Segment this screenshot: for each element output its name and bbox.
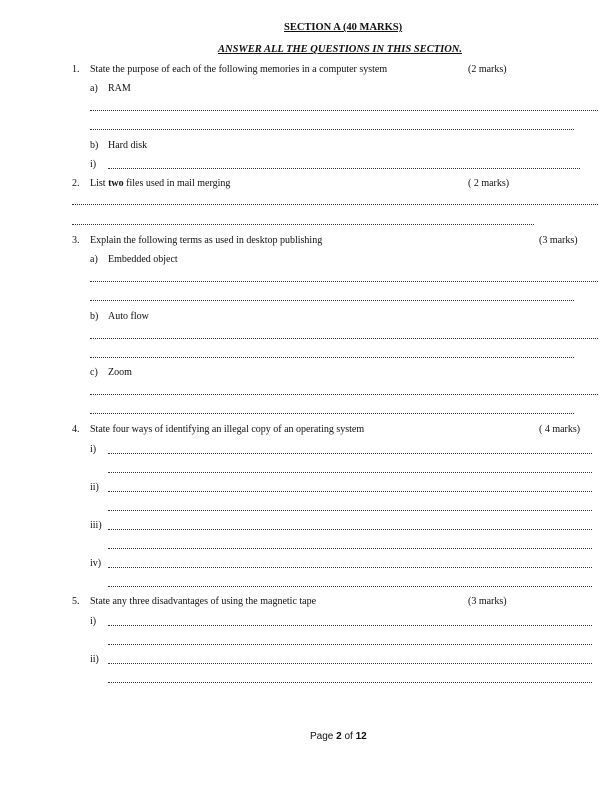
q3-b-label: b) <box>90 311 99 322</box>
q3-c-label: c) <box>90 367 98 378</box>
answer-line <box>108 510 592 511</box>
q3-c-text: Zoom <box>108 367 132 378</box>
q1-marks: (2 marks) <box>468 64 507 75</box>
answer-line <box>108 586 592 587</box>
answer-line <box>108 529 592 530</box>
q4-i-label: i) <box>90 444 97 455</box>
q1-a-text: RAM <box>108 83 131 94</box>
q2-marks: ( 2 marks) <box>468 178 510 189</box>
q1-text: State the purpose of each of the following memories in a computer system <box>90 64 388 75</box>
q4-iv-label: iv) <box>90 558 102 569</box>
answer-line <box>108 682 592 683</box>
answer-line <box>108 548 592 549</box>
q4-marks: ( 4 marks) <box>539 424 581 435</box>
answer-line <box>108 663 592 664</box>
q4-number: 4. <box>72 424 80 435</box>
answer-line <box>90 357 574 358</box>
answer-line <box>72 224 534 225</box>
q3-marks: (3 marks) <box>539 235 578 246</box>
answer-line <box>108 644 592 645</box>
q5-marks: (3 marks) <box>468 596 507 607</box>
answer-line <box>108 453 592 454</box>
q3-a-label: a) <box>90 254 98 265</box>
q4-iii-label: iii) <box>90 520 102 531</box>
answer-line <box>90 129 574 130</box>
answer-line <box>90 338 598 339</box>
q3-b-text: Auto flow <box>108 311 149 322</box>
answer-line <box>90 413 574 414</box>
q1-b-label: b) <box>90 140 99 151</box>
q1-number: 1. <box>72 64 80 75</box>
answer-line <box>72 204 598 205</box>
q3-number: 3. <box>72 235 80 246</box>
q5-number: 5. <box>72 596 80 607</box>
answer-line <box>108 168 580 169</box>
q5-text: State any three disadvantages of using the magnetic tape <box>90 596 317 607</box>
q5-i-label: i) <box>90 616 97 627</box>
q4-ii-label: ii) <box>90 482 99 493</box>
section-instruction: ANSWER ALL THE QUESTIONS IN THIS SECTION. <box>218 44 462 55</box>
section-title: SECTION A (40 MARKS) <box>284 22 403 33</box>
q4-text: State four ways of identifying an illegal copy of an operating system <box>90 424 365 435</box>
q2-number: 2. <box>72 178 80 189</box>
q3-a-text: Embedded object <box>108 254 178 265</box>
q5-ii-label: ii) <box>90 654 99 665</box>
answer-line <box>90 281 598 282</box>
answer-line <box>90 300 574 301</box>
q1-b-text: Hard disk <box>108 140 148 151</box>
answer-line <box>108 567 592 568</box>
answer-line <box>90 110 598 111</box>
q2-text: List two files used in mail merging <box>90 178 231 189</box>
answer-line <box>108 491 592 492</box>
q1-i-label: i) <box>90 159 97 170</box>
page-number: Page 2 of 12 <box>310 731 367 742</box>
q1-a-label: a) <box>90 83 98 94</box>
q3-text: Explain the following terms as used in desktop publishing <box>90 235 323 246</box>
answer-line <box>108 472 592 473</box>
answer-line <box>90 394 598 395</box>
answer-line <box>108 625 592 626</box>
